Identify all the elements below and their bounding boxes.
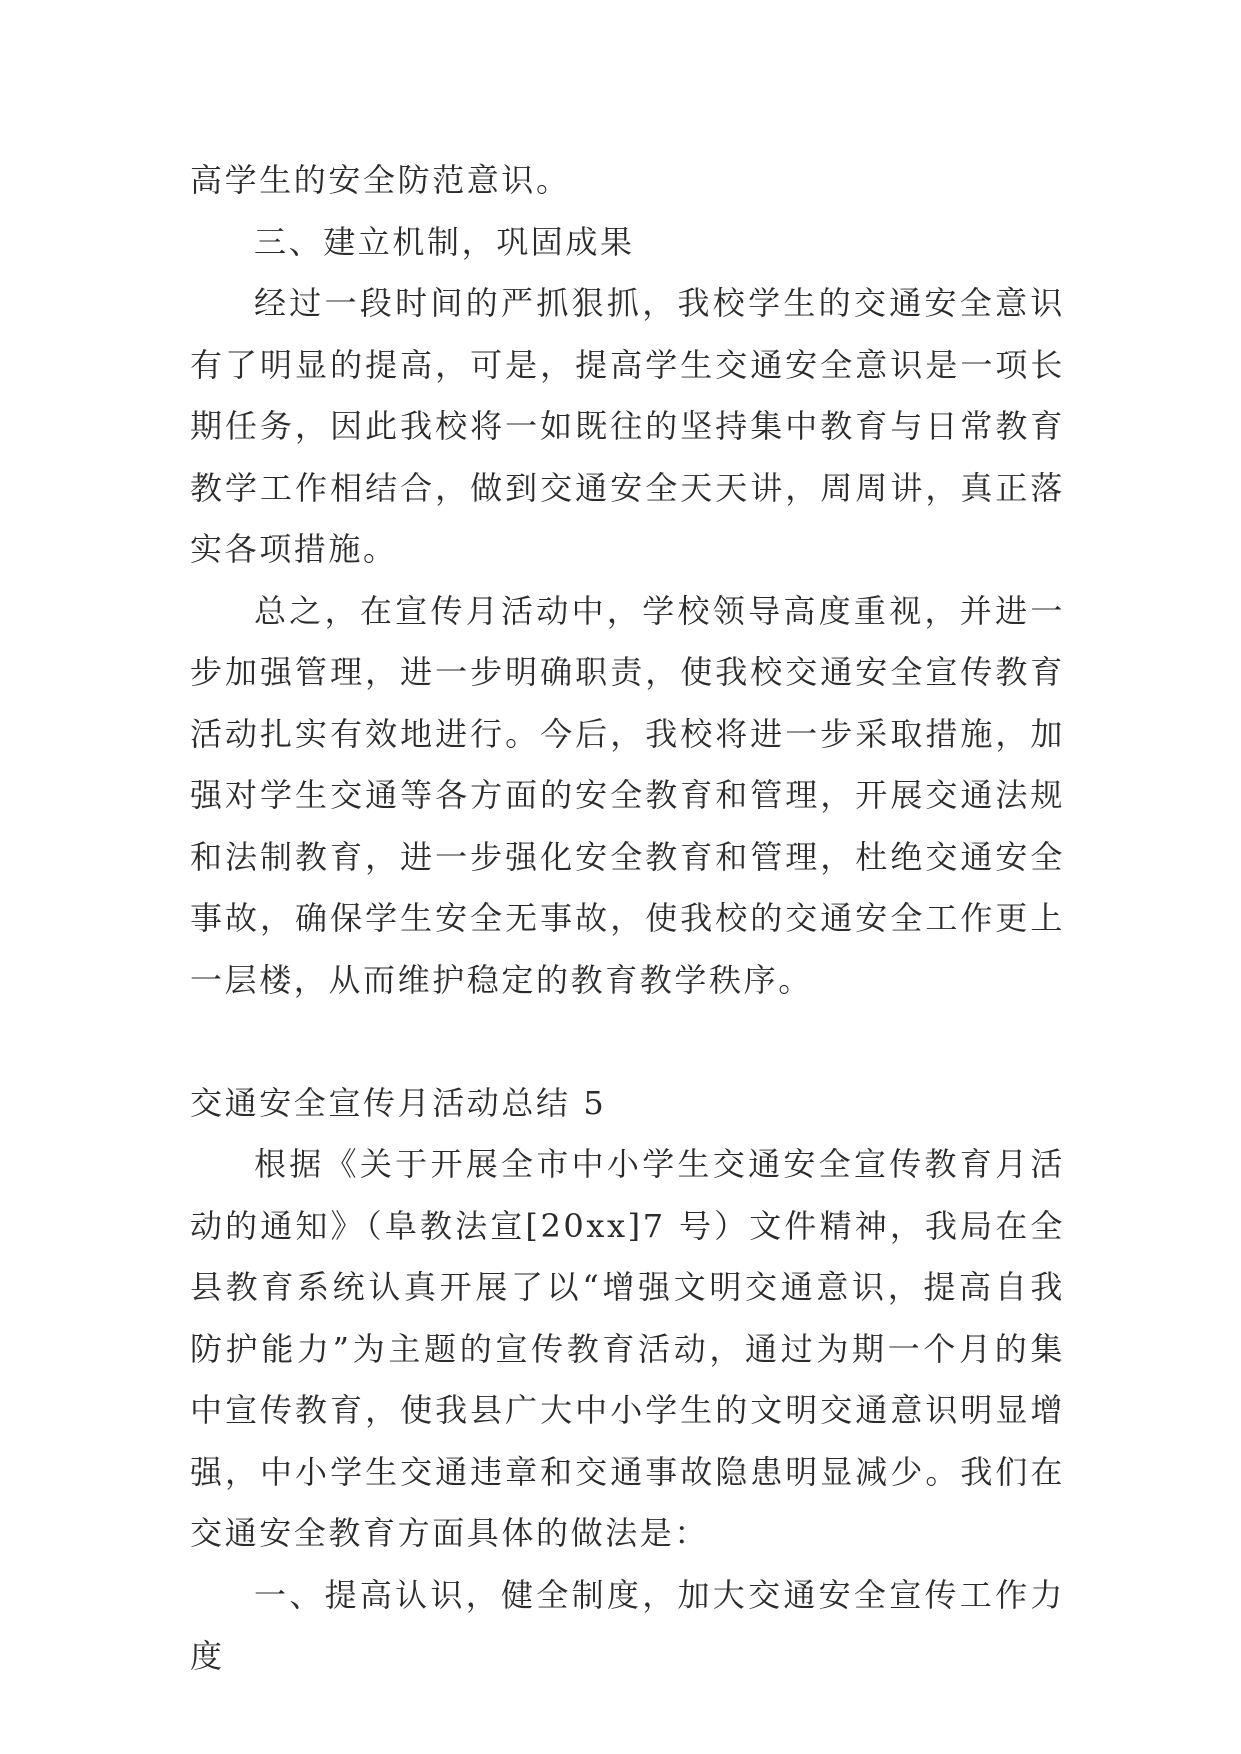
paragraph: 经过一段时间的严抓狠抓，我校学生的交通安全意识有了明显的提高，可是，提高学生交通安全意识是一项长期任务，因此我校将一如既往的坚持集中教育与日常教育教学工作相结合，做到交通安全天天讲，周周讲，真正落实各项措施。: [190, 284, 1065, 568]
paragraph-summary: 总之，在宣传月活动中，学校领导高度重视，并进一步加强管理，进一步明确职责，使我校交通安全宣传教育活动扎实有效地进行。今后，我校将进一步采取措施，加强对学生交通等各方面的安全教育和管理，开展交通法规和法制教育，进一步强化安全教育和管理，杜绝交通安全事故，确保学生安全无事故，使我校的交通安全工作更上一层楼，从而维护稳定的教育教学秩序。: [190, 591, 1065, 999]
paragraph-continuation: 高学生的安全防范意识。: [190, 161, 571, 199]
section-title: 交通安全宣传月活动总结 5: [190, 1083, 607, 1122]
document-body: [190, 150, 1065, 1688]
section-heading-1: 一、提高认识，健全制度，加大交通安全宣传工作力度: [190, 1575, 1065, 1675]
paragraph-spacer: [190, 1011, 1065, 1073]
paragraph: 根据《关于开展全市中小学生交通安全宣传教育月活动的通知》（阜教法宣[20xx]7 号）文件精神，我局在全县教育系统认真开展了以“增强文明交通意识，提高自我防护能力”为主题的宣传教育活动，通过为期一个月的集中宣传教育，使我县广大中小学生的文明交通意识明显增强，中小学生交通违章和交通事故隐患明显减少。我们在交通安全教育方面具体的做法是：: [190, 1145, 1065, 1552]
section-heading-3: 三、建立机制，巩固成果: [254, 222, 635, 261]
